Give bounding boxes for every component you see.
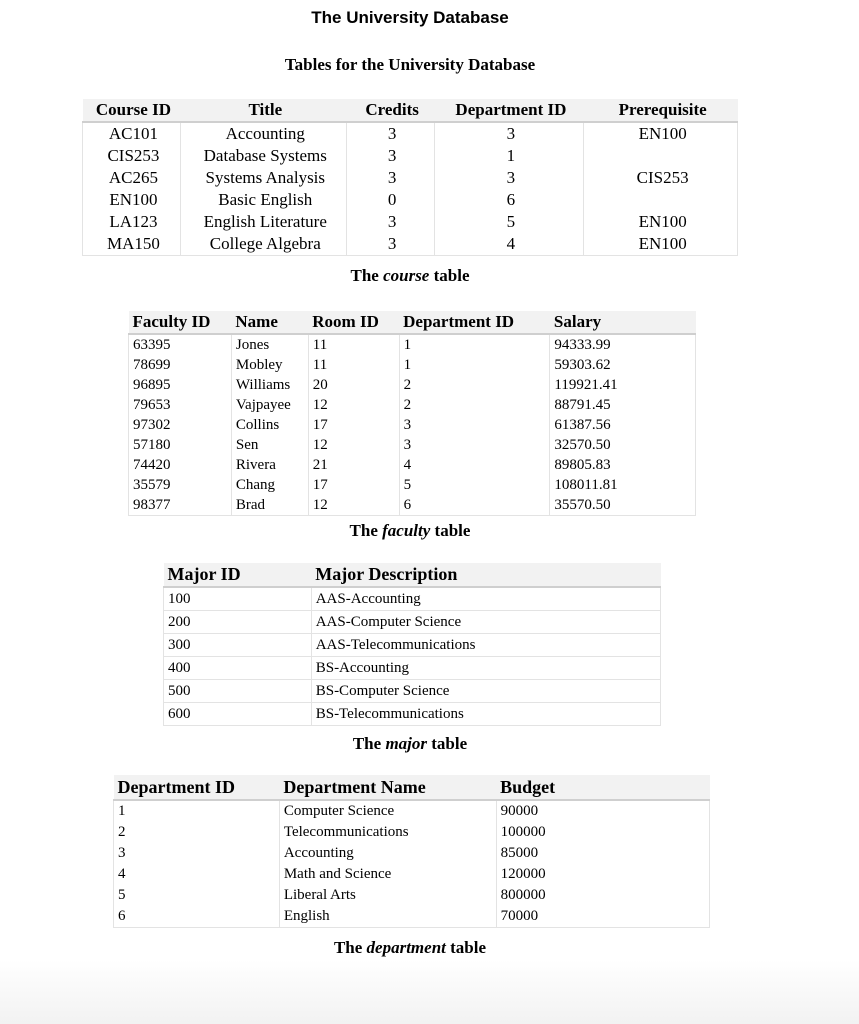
course-title-cell: College Algebra xyxy=(180,233,346,256)
faculty-name-cell: Rivera xyxy=(231,455,308,475)
major-table-caption xyxy=(0,734,820,754)
course-prerequisite-cell: EN100 xyxy=(584,211,738,233)
course-department-cell: 4 xyxy=(434,233,584,256)
document-subtitle: Tables for the University Database xyxy=(284,55,536,74)
table-row xyxy=(114,906,710,928)
faculty-name-cell: Brad xyxy=(231,495,308,516)
faculty-room-cell: 12 xyxy=(308,495,399,516)
faculty-department-cell: 3 xyxy=(399,415,550,435)
faculty-department-cell: 1 xyxy=(399,355,550,375)
major-id-cell: 600 xyxy=(164,703,312,726)
course-header-credits: Credits xyxy=(346,99,434,122)
caption-suffix: table xyxy=(431,734,468,753)
course-credits-cell: 3 xyxy=(346,167,434,189)
faculty-id-cell: 98377 xyxy=(129,495,232,516)
table-row xyxy=(129,334,696,355)
course-department-cell: 5 xyxy=(434,211,584,233)
department-name-cell: English xyxy=(279,906,496,928)
faculty-name-cell: Mobley xyxy=(231,355,308,375)
department-name-cell: Telecommunications xyxy=(279,822,496,843)
faculty-department-cell: 6 xyxy=(399,495,550,516)
major-description-cell: AAS-Accounting xyxy=(311,587,660,611)
table-row xyxy=(114,800,710,822)
course-department-cell: 6 xyxy=(434,189,584,211)
course-table xyxy=(82,99,738,256)
major-table xyxy=(163,563,661,726)
course-header-department-id: Department ID xyxy=(434,99,584,122)
course-prerequisite-cell: CIS253 xyxy=(584,167,738,189)
faculty-id-cell: 74420 xyxy=(129,455,232,475)
department-name-cell: Computer Science xyxy=(279,800,496,822)
table-row xyxy=(129,375,696,395)
course-title-cell: Systems Analysis xyxy=(180,167,346,189)
course-credits-cell: 3 xyxy=(346,122,434,145)
caption-table-name: department xyxy=(366,938,446,957)
course-id-cell: CIS253 xyxy=(83,145,181,167)
table-row xyxy=(164,611,661,634)
department-name-cell: Accounting xyxy=(279,843,496,864)
faculty-department-cell: 4 xyxy=(399,455,550,475)
department-id-cell: 6 xyxy=(114,906,280,928)
course-table-caption xyxy=(0,266,820,286)
faculty-name-cell: Sen xyxy=(231,435,308,455)
table-row xyxy=(83,145,738,167)
department-budget-cell: 800000 xyxy=(496,885,709,906)
course-id-cell: AC101 xyxy=(83,122,181,145)
faculty-department-cell: 5 xyxy=(399,475,550,495)
department-budget-cell: 85000 xyxy=(496,843,709,864)
faculty-name-cell: Chang xyxy=(231,475,308,495)
course-title-cell: Database Systems xyxy=(180,145,346,167)
major-id-cell: 400 xyxy=(164,657,312,680)
faculty-id-cell: 79653 xyxy=(129,395,232,415)
caption-suffix: table xyxy=(450,938,487,957)
table-row xyxy=(164,634,661,657)
course-title-cell: Basic English xyxy=(180,189,346,211)
department-header-department-id: Department ID xyxy=(114,775,280,800)
course-prerequisite-cell: EN100 xyxy=(584,233,738,256)
faculty-department-cell: 3 xyxy=(399,435,550,455)
major-description-cell: AAS-Computer Science xyxy=(311,611,660,634)
faculty-id-cell: 78699 xyxy=(129,355,232,375)
faculty-name-cell: Jones xyxy=(231,334,308,355)
course-header-row xyxy=(83,99,738,122)
course-prerequisite-cell: EN100 xyxy=(584,122,738,145)
faculty-name-cell: Williams xyxy=(231,375,308,395)
faculty-table xyxy=(128,311,696,516)
table-row xyxy=(114,864,710,885)
table-row xyxy=(164,680,661,703)
faculty-header-salary: Salary xyxy=(550,311,696,334)
faculty-department-cell: 2 xyxy=(399,375,550,395)
faculty-salary-cell: 108011.81 xyxy=(550,475,696,495)
major-description-cell: BS-Computer Science xyxy=(311,680,660,703)
department-header-row xyxy=(114,775,710,800)
faculty-id-cell: 35579 xyxy=(129,475,232,495)
major-description-cell: BS-Telecommunications xyxy=(311,703,660,726)
faculty-table-caption xyxy=(0,521,820,541)
table-row xyxy=(129,355,696,375)
table-row xyxy=(129,475,696,495)
document-title: The University Database xyxy=(311,8,509,27)
department-id-cell: 4 xyxy=(114,864,280,885)
faculty-room-cell: 17 xyxy=(308,475,399,495)
department-id-cell: 3 xyxy=(114,843,280,864)
major-header-major-description: Major Description xyxy=(311,563,660,587)
course-department-cell: 1 xyxy=(434,145,584,167)
faculty-salary-cell: 89805.83 xyxy=(550,455,696,475)
department-id-cell: 1 xyxy=(114,800,280,822)
table-row xyxy=(129,495,696,516)
caption-table-name: faculty xyxy=(382,521,431,540)
faculty-room-cell: 17 xyxy=(308,415,399,435)
department-table-caption xyxy=(0,938,820,958)
course-title-cell: English Literature xyxy=(180,211,346,233)
faculty-salary-cell: 35570.50 xyxy=(550,495,696,516)
faculty-salary-cell: 119921.41 xyxy=(550,375,696,395)
faculty-salary-cell: 88791.45 xyxy=(550,395,696,415)
major-id-cell: 200 xyxy=(164,611,312,634)
caption-prefix: The xyxy=(349,521,378,540)
course-id-cell: MA150 xyxy=(83,233,181,256)
course-header-course-id: Course ID xyxy=(83,99,181,122)
course-id-cell: LA123 xyxy=(83,211,181,233)
major-id-cell: 500 xyxy=(164,680,312,703)
course-header-title: Title xyxy=(180,99,346,122)
major-id-cell: 300 xyxy=(164,634,312,657)
table-row xyxy=(114,843,710,864)
major-id-cell: 100 xyxy=(164,587,312,611)
major-header-row xyxy=(164,563,661,587)
caption-table-name: major xyxy=(385,734,427,753)
faculty-header-row xyxy=(129,311,696,334)
department-name-cell: Math and Science xyxy=(279,864,496,885)
faculty-department-cell: 1 xyxy=(399,334,550,355)
course-department-cell: 3 xyxy=(434,167,584,189)
table-row xyxy=(83,167,738,189)
course-id-cell: EN100 xyxy=(83,189,181,211)
department-id-cell: 2 xyxy=(114,822,280,843)
course-id-cell: AC265 xyxy=(83,167,181,189)
table-row xyxy=(129,455,696,475)
faculty-name-cell: Collins xyxy=(231,415,308,435)
caption-prefix: The xyxy=(333,938,363,957)
course-credits-cell: 0 xyxy=(346,189,434,211)
faculty-room-cell: 11 xyxy=(308,355,399,375)
table-row xyxy=(129,415,696,435)
department-budget-cell: 90000 xyxy=(496,800,709,822)
major-description-cell: AAS-Telecommunications xyxy=(311,634,660,657)
faculty-salary-cell: 32570.50 xyxy=(550,435,696,455)
table-row xyxy=(129,435,696,455)
faculty-department-cell: 2 xyxy=(399,395,550,415)
course-prerequisite-cell xyxy=(584,145,738,167)
caption-suffix: table xyxy=(433,266,470,285)
faculty-room-cell: 11 xyxy=(308,334,399,355)
faculty-room-cell: 12 xyxy=(308,435,399,455)
faculty-room-cell: 21 xyxy=(308,455,399,475)
faculty-header-faculty-id: Faculty ID xyxy=(129,311,232,334)
table-row xyxy=(83,122,738,145)
table-row xyxy=(83,211,738,233)
course-prerequisite-cell xyxy=(584,189,738,211)
department-budget-cell: 120000 xyxy=(496,864,709,885)
course-credits-cell: 3 xyxy=(346,233,434,256)
faculty-salary-cell: 61387.56 xyxy=(550,415,696,435)
faculty-room-cell: 12 xyxy=(308,395,399,415)
department-header-budget: Budget xyxy=(496,775,709,800)
table-row xyxy=(83,233,738,256)
table-row xyxy=(164,703,661,726)
major-description-cell: BS-Accounting xyxy=(311,657,660,680)
page-bottom-shadow xyxy=(0,960,859,1024)
table-row xyxy=(83,189,738,211)
department-header-department-name: Department Name xyxy=(279,775,496,800)
faculty-header-room-id: Room ID xyxy=(308,311,399,334)
caption-table-name: course xyxy=(383,266,430,285)
faculty-header-name: Name xyxy=(231,311,308,334)
department-budget-cell: 70000 xyxy=(496,906,709,928)
table-row xyxy=(164,587,661,611)
faculty-id-cell: 57180 xyxy=(129,435,232,455)
course-title-cell: Accounting xyxy=(180,122,346,145)
course-credits-cell: 3 xyxy=(346,211,434,233)
department-table xyxy=(113,775,710,928)
table-row xyxy=(164,657,661,680)
faculty-header-department-id: Department ID xyxy=(399,311,550,334)
caption-suffix: table xyxy=(434,521,471,540)
major-header-major-id: Major ID xyxy=(164,563,312,587)
table-row xyxy=(114,822,710,843)
faculty-room-cell: 20 xyxy=(308,375,399,395)
faculty-id-cell: 96895 xyxy=(129,375,232,395)
table-row xyxy=(114,885,710,906)
department-name-cell: Liberal Arts xyxy=(279,885,496,906)
table-row xyxy=(129,395,696,415)
faculty-salary-cell: 59303.62 xyxy=(550,355,696,375)
caption-prefix: The xyxy=(350,266,379,285)
course-department-cell: 3 xyxy=(434,122,584,145)
department-budget-cell: 100000 xyxy=(496,822,709,843)
caption-prefix: The xyxy=(352,734,382,753)
course-credits-cell: 3 xyxy=(346,145,434,167)
faculty-id-cell: 97302 xyxy=(129,415,232,435)
faculty-id-cell: 63395 xyxy=(129,334,232,355)
department-id-cell: 5 xyxy=(114,885,280,906)
faculty-salary-cell: 94333.99 xyxy=(550,334,696,355)
faculty-name-cell: Vajpayee xyxy=(231,395,308,415)
course-header-prerequisite: Prerequisite xyxy=(584,99,738,122)
